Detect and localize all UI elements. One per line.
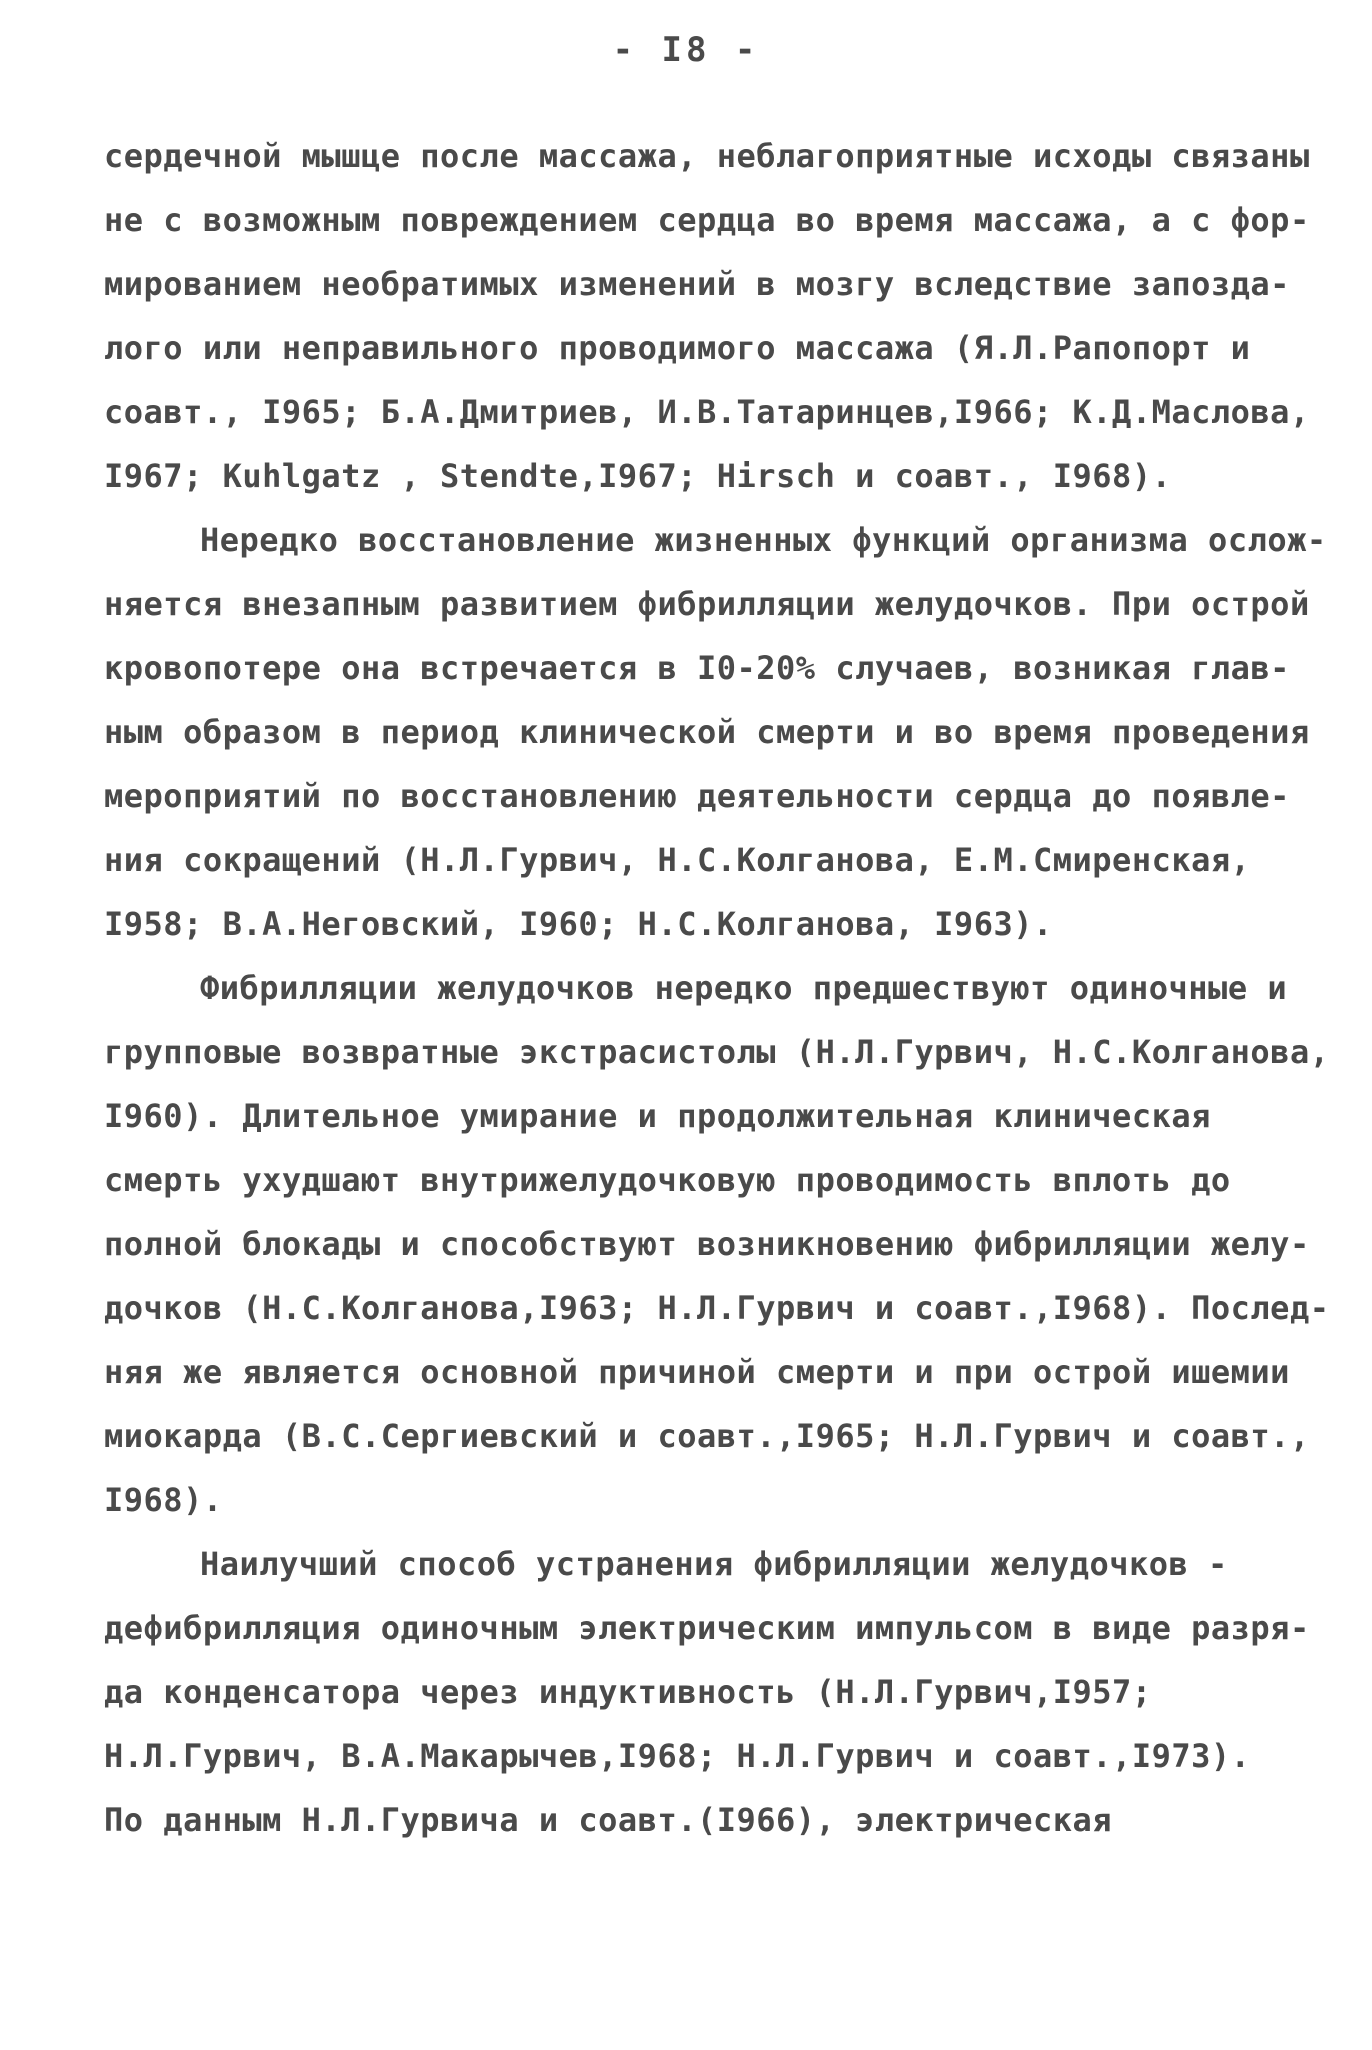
- text-line: ния сокращений (Н.Л.Гурвич, Н.С.Колганова, Е.М.Смиренская,: [104, 841, 1251, 879]
- text-line: кровопотере она встречается в I0-20% случаев, возникая глав-: [104, 649, 1290, 687]
- text-line: миокарда (В.С.Сергиевский и соавт.,I965; Н.Л.Гурвич и соавт.,: [104, 1417, 1310, 1455]
- text-line: I960). Длительное умирание и продолжительная клиническая: [104, 1097, 1211, 1135]
- body-text: [104, 124, 1330, 1852]
- text-line: мированием необратимых изменений в мозгу вследствие запозда-: [104, 265, 1290, 303]
- text-line: I968).: [104, 1481, 223, 1519]
- text-line: смерть ухудшают внутрижелудочковую проводимость вплоть до: [104, 1161, 1231, 1199]
- text-line: лого или неправильного проводимого массажа (Я.Л.Рапопорт и: [104, 329, 1251, 367]
- text-line: сердечной мышце после массажа, неблагоприятные исходы связаны: [104, 137, 1310, 175]
- text-line: соавт., I965; Б.А.Дмитриев, И.В.Татаринцев,I966; К.Д.Маслова,: [104, 393, 1310, 431]
- text-line: полной блокады и способствуют возникновению фибрилляции желу-: [104, 1225, 1310, 1263]
- text-line: I967; Kuhlgatz , Stendte,I967; Hirsch и соавт., I968).: [104, 457, 1172, 495]
- text-line: да конденсатора через индуктивность (Н.Л.Гурвич,I957;: [104, 1673, 1152, 1711]
- paragraph-start-line: Фибрилляции желудочков нередко предшествуют одиночные и: [200, 969, 1288, 1007]
- text-line: няя же является основной причиной смерти и при острой ишемии: [104, 1353, 1290, 1391]
- text-line: не с возможным повреждением сердца во время массажа, а с фор-: [104, 201, 1310, 239]
- page-number: - I8 -: [612, 30, 760, 70]
- text-line: дефибрилляция одиночным электрическим импульсом в виде разря-: [104, 1609, 1310, 1647]
- text-line: I958; В.А.Неговский, I960; Н.С.Колганова, I963).: [104, 905, 1053, 943]
- text-line: Н.Л.Гурвич, В.А.Макарычев,I968; Н.Л.Гурвич и соавт.,I973).: [104, 1737, 1251, 1775]
- paragraph-start-line: Нередко восстановление жизненных функций организма ослож-: [200, 521, 1327, 559]
- text-line: мероприятий по восстановлению деятельности сердца до появле-: [104, 777, 1290, 815]
- text-line: По данным Н.Л.Гурвича и соавт.(I966), электрическая: [104, 1801, 1113, 1839]
- text-line: групповые возвратные экстрасистолы (Н.Л.Гурвич, Н.С.Колганова,: [104, 1033, 1330, 1071]
- text-line: няется внезапным развитием фибрилляции желудочков. При острой: [104, 585, 1310, 623]
- paragraph-start-line: Наилучший способ устранения фибрилляции желудочков -: [200, 1545, 1228, 1583]
- text-line: ным образом в период клинической смерти и во время проведения: [104, 713, 1310, 751]
- text-line: дочков (Н.С.Колганова,I963; Н.Л.Гурвич и соавт.,I968). Послед-: [104, 1289, 1330, 1327]
